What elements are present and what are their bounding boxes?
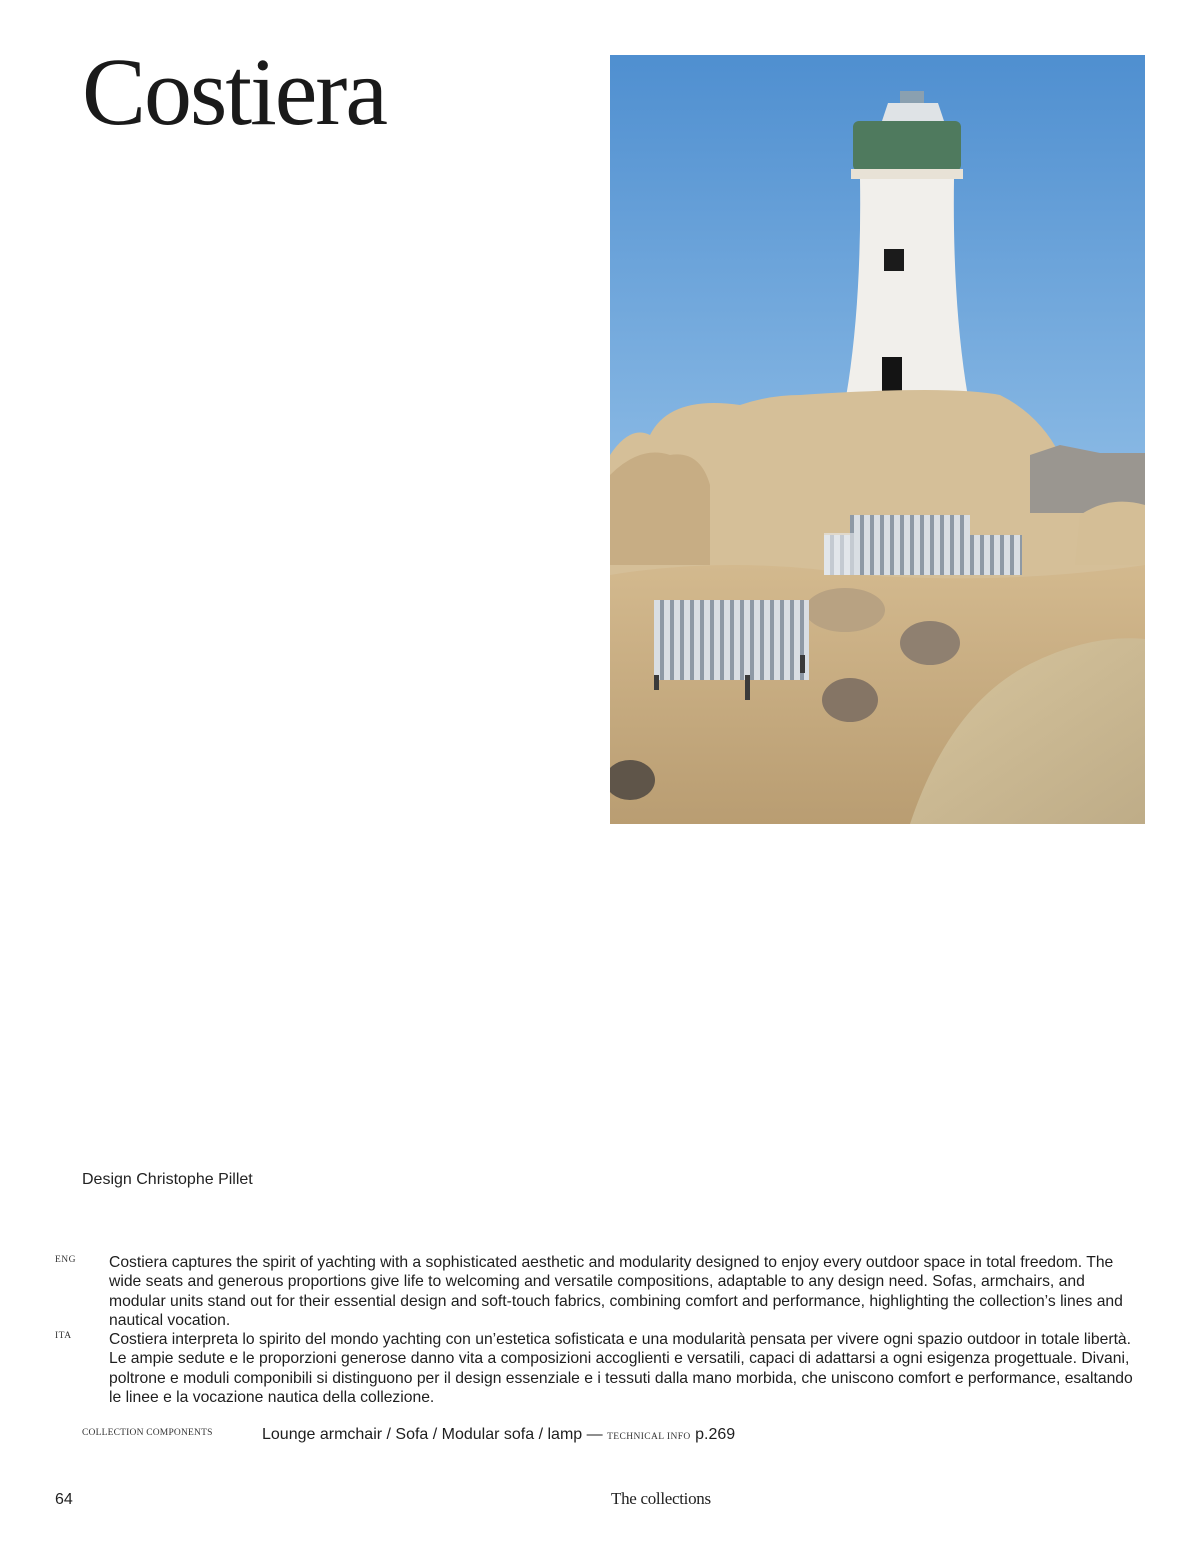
lighthouse-illustration — [610, 55, 1145, 824]
components-items: Lounge armchair / Sofa / Modular sofa / lamp — — [262, 1426, 603, 1443]
section-name: The collections — [611, 1489, 711, 1508]
lighthouse-photo — [610, 55, 1145, 824]
designer-credit: Design Christophe Pillet — [82, 1171, 253, 1188]
lang-label-ita: ITA — [55, 1331, 72, 1341]
collection-title: Costiera — [82, 38, 386, 145]
description-ita: Costiera interpreta lo spirito del mondo yachting con un’estetica sofisticata e una modularità pensata per vivere ogni spazio outdoor in totale libertà. Le ampie sedute e le proporzioni generose danno vita a composizioni accoglienti e versatili, capaci di adattarsi a ogni esigenza progettuale. Divani, poltrone e moduli componibili si distinguono per il design essenziale e i tessuti dalla mano morbida, che uniscono comfort e performance, esaltando le linee e la vocazione nautica della collezione. — [109, 1331, 1133, 1407]
collection-components-list — [262, 1426, 735, 1444]
technical-info-page-link[interactable]: p.269 — [695, 1426, 736, 1443]
technical-info-label: TECHNICAL INFO — [607, 1432, 691, 1442]
page-number: 64 — [55, 1491, 73, 1508]
description-eng: Costiera captures the spirit of yachting with a sophisticated aesthetic and modularity designed to enjoy every outdoor space in total freedom. The wide seats and generous proportions give life to welcoming and versatile compositions, adaptable to any design need. Sofas, armchairs, and modular units stand out for their essential design and soft-touch fabrics, combining comfort and performance, highlighting the collection’s lines and nautical vocation. — [109, 1254, 1123, 1330]
collection-components-label: COLLECTION COMPONENTS — [82, 1428, 213, 1438]
lang-label-eng: ENG — [55, 1255, 77, 1265]
